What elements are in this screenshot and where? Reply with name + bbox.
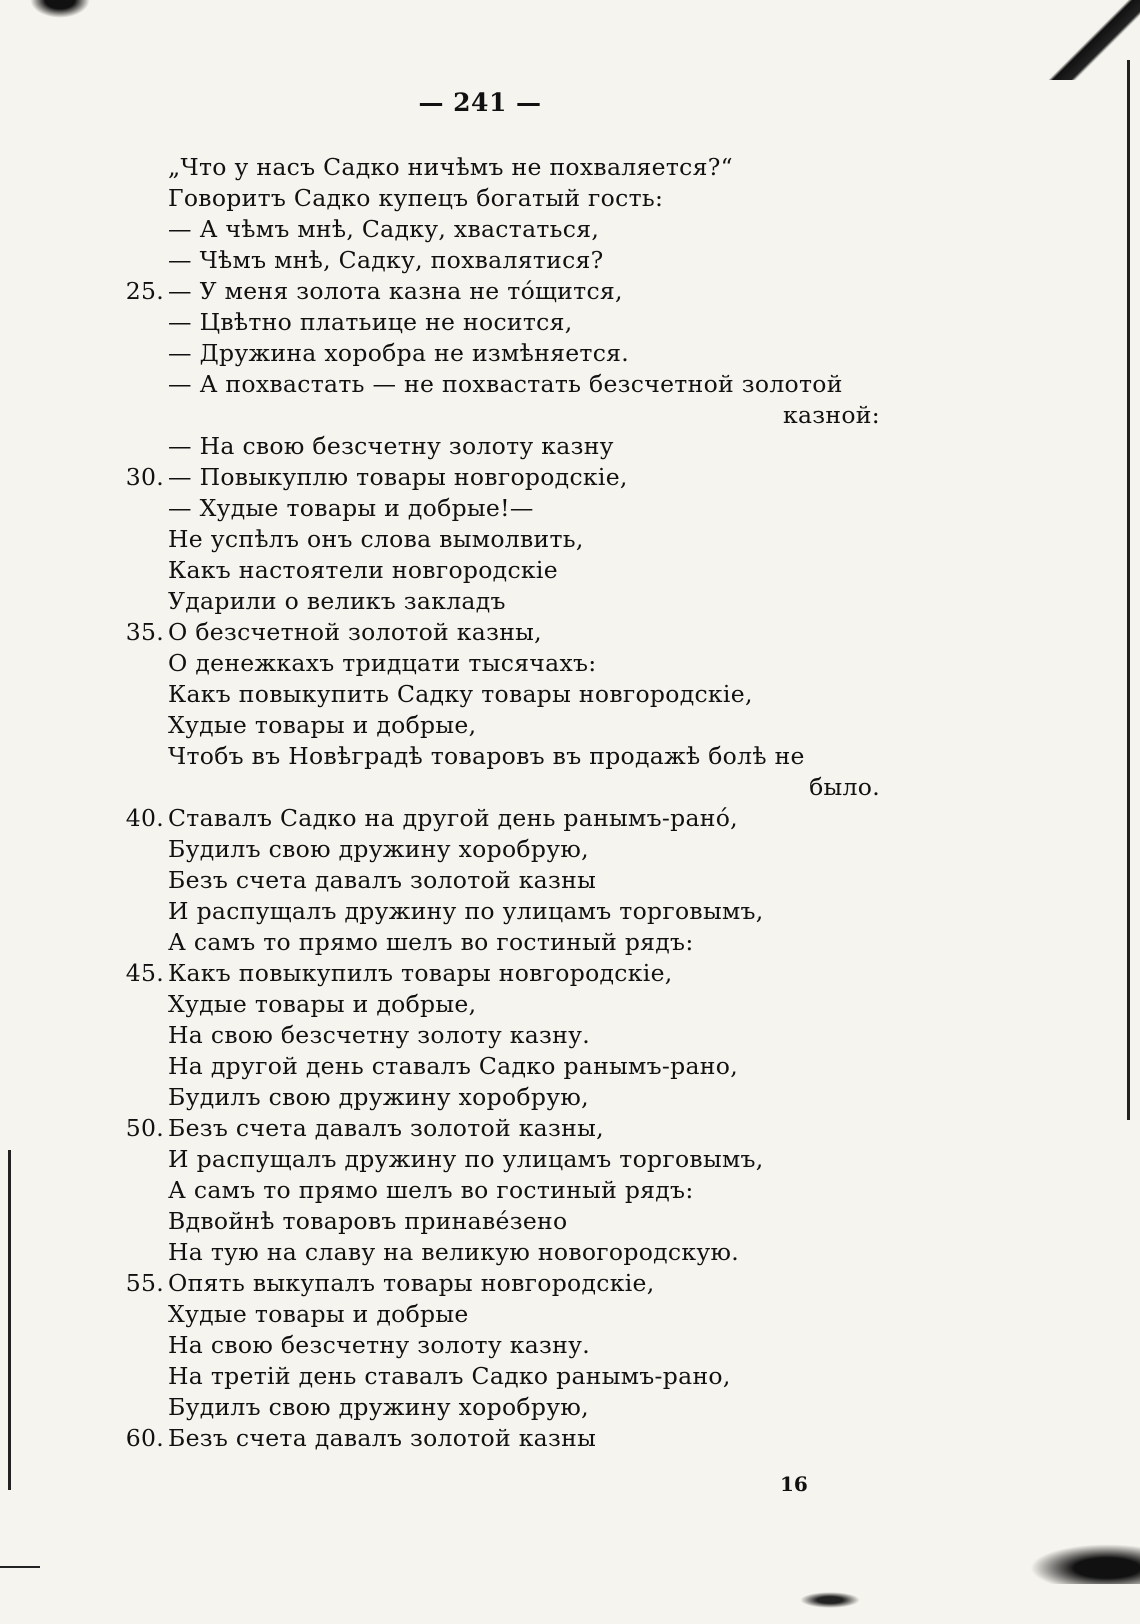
- verse-line-continuation: [120, 400, 880, 431]
- line-text: — У меня золота казна не тóщится,: [168, 277, 623, 305]
- verse-line: [120, 1206, 880, 1237]
- line-number: 30.: [125, 463, 164, 491]
- line-text: О безсчетной золотой казны,: [168, 618, 542, 646]
- verse-line-continuation: [120, 772, 880, 803]
- line-number: 35.: [125, 618, 164, 646]
- line-text: Вдвойнѣ товаровъ принавéзено: [168, 1207, 568, 1235]
- verse-line: [120, 1020, 880, 1051]
- verse-line: [120, 679, 880, 710]
- line-text: Ставалъ Садко на другой день ранымъ-ранó,: [168, 804, 738, 832]
- line-number: 55.: [125, 1269, 164, 1297]
- line-text: И распущалъ дружину по улицамъ торговымъ,: [168, 897, 764, 925]
- verse-line: [120, 865, 880, 896]
- line-text: Опять выкупалъ товары новгородскіе,: [168, 1269, 655, 1297]
- verse-line: [120, 462, 880, 493]
- line-text: На тую на славу на великую новогородскую.: [168, 1238, 740, 1266]
- line-text: Чтобъ въ Новѣградѣ товаровъ въ продажѣ болѣ не: [168, 742, 805, 770]
- verse-line: [120, 1082, 880, 1113]
- line-text: И распущалъ дружину по улицамъ торговымъ,: [168, 1145, 764, 1173]
- line-text: Будилъ свою дружину хоробрую,: [168, 1083, 589, 1111]
- line-text: Какъ повыкупилъ товары новгородскіе,: [168, 959, 673, 987]
- verse-line: [120, 1299, 880, 1330]
- line-text: казной:: [782, 401, 880, 429]
- line-text: — На свою безсчетну золоту казну: [168, 432, 614, 460]
- line-text: Будилъ свою дружину хоробрую,: [168, 835, 589, 863]
- verse-line: [120, 958, 880, 989]
- verse-line: [120, 648, 880, 679]
- verse-line: [120, 307, 880, 338]
- verse-line: [120, 1237, 880, 1268]
- line-text: Какъ повыкупить Садку товары новгородскіе,: [168, 680, 753, 708]
- line-text: На свою безсчетну золоту казну.: [168, 1021, 590, 1049]
- scan-edge-line: [0, 1566, 40, 1568]
- scan-blot: [30, 0, 90, 18]
- verse-line: [120, 586, 880, 617]
- line-text: Безъ счета давалъ золотой казны,: [168, 1114, 604, 1142]
- signature-mark: 16: [780, 1472, 808, 1496]
- verse-line: [120, 1144, 880, 1175]
- verse-line: [120, 803, 880, 834]
- page-number: — 241 —: [418, 88, 542, 117]
- verse-line: [120, 431, 880, 462]
- verse-line: [120, 1268, 880, 1299]
- verse-line: [120, 245, 880, 276]
- verse-line: [120, 989, 880, 1020]
- verse-line: [120, 896, 880, 927]
- line-number: 40.: [125, 804, 164, 832]
- line-number: 50.: [125, 1114, 164, 1142]
- verse-line: [120, 152, 880, 183]
- line-text: Будилъ свою дружину хоробрую,: [168, 1393, 589, 1421]
- line-text: — Дружина хоробра не измѣняется.: [168, 339, 630, 367]
- line-text: Говоритъ Садко купецъ богатый гость:: [168, 184, 664, 212]
- line-text: Безъ счета давалъ золотой казны: [168, 1424, 597, 1452]
- verse-line: [120, 276, 880, 307]
- verse-line: [120, 741, 880, 772]
- line-text: „Что у насъ Садко ничѣмъ не похваляется?“: [168, 153, 733, 181]
- verse-line: [120, 1330, 880, 1361]
- line-text: Худые товары и добрые,: [168, 990, 477, 1018]
- line-text: — Чѣмъ мнѣ, Садку, похвалятися?: [168, 246, 604, 274]
- line-text: — Худые товары и добрые!—: [168, 494, 534, 522]
- scan-blot: [1030, 1544, 1140, 1584]
- verse-line: [120, 555, 880, 586]
- verse-line: [120, 1051, 880, 1082]
- verse-line: [120, 1113, 880, 1144]
- line-text: А самъ то прямо шелъ во гостиный рядъ:: [168, 1176, 694, 1204]
- verse-line: [120, 369, 880, 400]
- line-text: — А чѣмъ мнѣ, Садку, хвастаться,: [168, 215, 600, 243]
- verse-block: [120, 152, 880, 1454]
- line-number: 45.: [125, 959, 164, 987]
- verse-line: [120, 927, 880, 958]
- line-text: На третій день ставалъ Садко ранымъ-рано,: [168, 1362, 731, 1390]
- line-text: Безъ счета давалъ золотой казны: [168, 866, 597, 894]
- line-text: Какъ настоятели новгородскіе: [168, 556, 558, 584]
- verse-line: [120, 1361, 880, 1392]
- verse-line: [120, 524, 880, 555]
- line-number: 60.: [125, 1424, 164, 1452]
- verse-line: [120, 834, 880, 865]
- scan-edge-line: [8, 1150, 11, 1490]
- line-text: Не успѣлъ онъ слова вымолвить,: [168, 525, 584, 553]
- verse-line: [120, 493, 880, 524]
- line-number: 25.: [125, 277, 164, 305]
- line-text: — А похвастать — не похвастать безсчетной золотой: [168, 370, 843, 398]
- scan-edge-line: [1127, 60, 1130, 1120]
- line-text: На свою безсчетну золоту казну.: [168, 1331, 590, 1359]
- line-text: было.: [809, 773, 880, 801]
- verse-line: [120, 338, 880, 369]
- verse-line: [120, 183, 880, 214]
- line-text: — Повыкуплю товары новгородскіе,: [168, 463, 628, 491]
- line-text: А самъ то прямо шелъ во гостиный рядъ:: [168, 928, 694, 956]
- verse-line: [120, 1423, 880, 1454]
- verse-line: [120, 1392, 880, 1423]
- line-text: О денежкахъ тридцати тысячахъ:: [168, 649, 597, 677]
- verse-line: [120, 617, 880, 648]
- verse-line: [120, 1175, 880, 1206]
- line-text: — Цвѣтно платьице не носится,: [168, 308, 573, 336]
- verse-line: [120, 710, 880, 741]
- line-text: Ударили о великъ закладъ: [168, 587, 506, 615]
- line-text: Худые товары и добрые,: [168, 711, 477, 739]
- line-text: На другой день ставалъ Садко ранымъ-рано,: [168, 1052, 738, 1080]
- verse-line: [120, 214, 880, 245]
- line-text: Худые товары и добрые: [168, 1300, 469, 1328]
- scan-corner-shadow: [990, 0, 1140, 80]
- scan-blot: [800, 1592, 860, 1608]
